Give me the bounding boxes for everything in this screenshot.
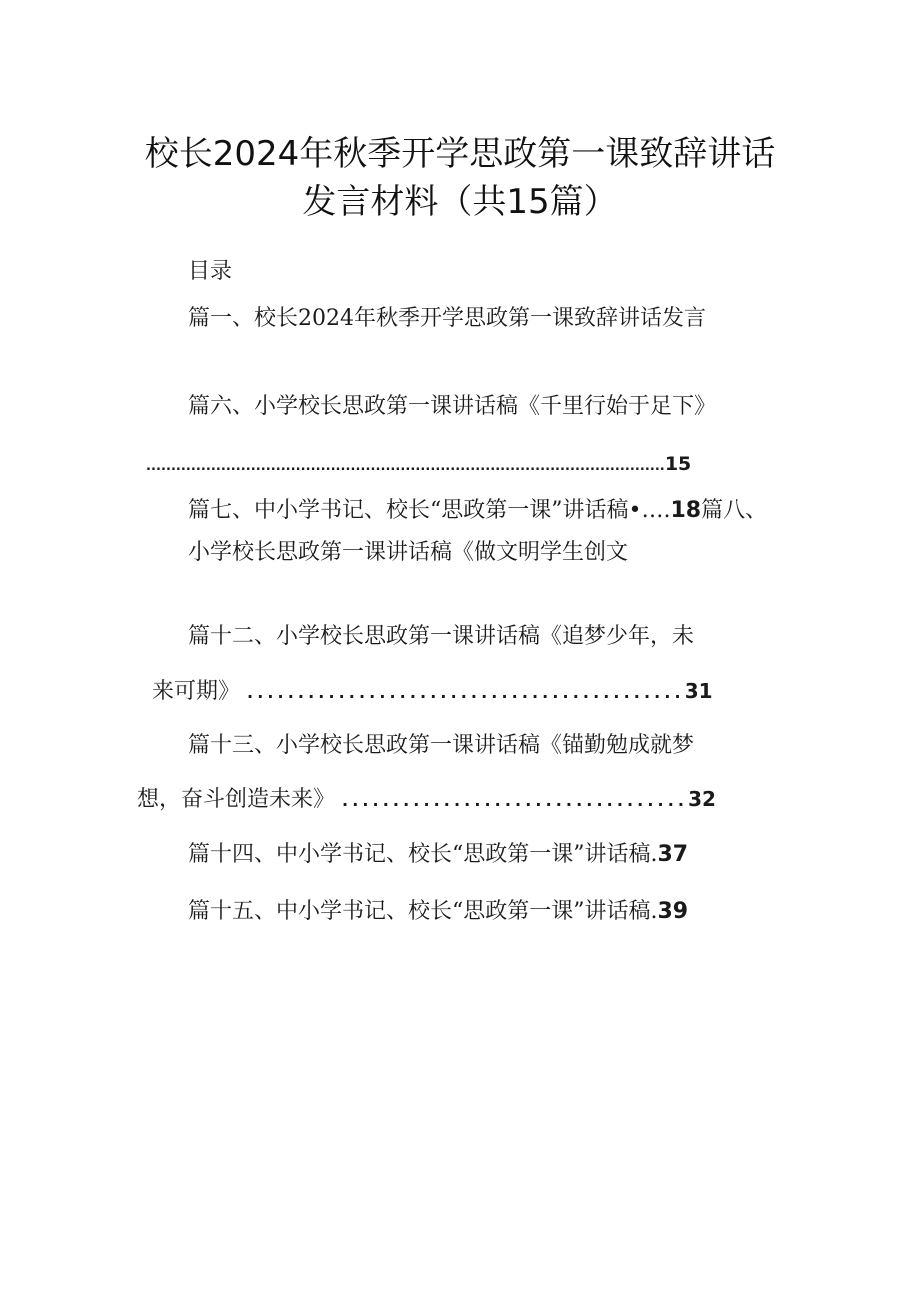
toc-entry-5-leader: .................................. [342,791,689,810]
toc-entry-5[interactable]: 篇十三、小学校长思政第一课讲话稿《锚勤勉成就梦 [188,733,695,758]
toc-entry-2-leader-line [146,449,691,482]
toc-entry-6: 篇十四、中小学书记、校长“思政第一课”讲话稿. [188,842,658,867]
toc-entry-3: 篇七、中小学书记、校长“思政第一课”讲话稿•…. [188,498,671,523]
toc-entry-7-line[interactable] [188,897,688,927]
toc-entry-2-leader: ........................................................................................................ [146,459,665,474]
toc-entry-4-continuation: 来可期》 [152,679,241,704]
toc-entry-7: 篇十五、中小学书记、校长“思政第一课”讲话稿. [188,899,658,924]
toc-entry-7-page: 39 [657,899,689,924]
toc-entry-4-leader: ........................................... [247,683,685,702]
document-title-line-2: 发言材料（共15篇） [302,182,618,222]
toc-entry-2[interactable]: 篇六、小学校长思政第一课讲话稿《千里行始于足下》 [188,394,717,419]
toc-entry-3-next: 篇八、 [701,498,768,523]
toc-heading: 目录 [188,259,233,284]
toc-entry-5-continuation-line[interactable] [137,784,716,816]
toc-entry-6-line[interactable] [188,840,688,870]
toc-entry-5-continuation: 想，奋斗创造未来》 [137,787,336,812]
toc-entry-3-continuation[interactable]: 小学校长思政第一课讲话稿《做文明学生创文 [188,540,629,565]
toc-entry-2-page[interactable]: 15 [664,453,692,475]
toc-entry-4-page: 31 [684,679,713,703]
document-title-line-1: 校长2024年秋季开学思政第一课致辞讲话 [144,134,776,174]
toc-entry-5-page: 32 [688,787,716,811]
toc-entry-4-continuation-line[interactable] [152,676,713,708]
toc-entry-3-line[interactable] [188,496,767,526]
toc-entry-3-page: 18 [670,498,702,523]
toc-entry-1[interactable]: 篇一、校长2024年秋季开学思政第一课致辞讲话发言 [188,306,706,331]
toc-entry-4[interactable]: 篇十二、小学校长思政第一课讲话稿《追梦少年，未 [188,624,695,649]
toc-entry-6-page: 37 [657,842,689,867]
